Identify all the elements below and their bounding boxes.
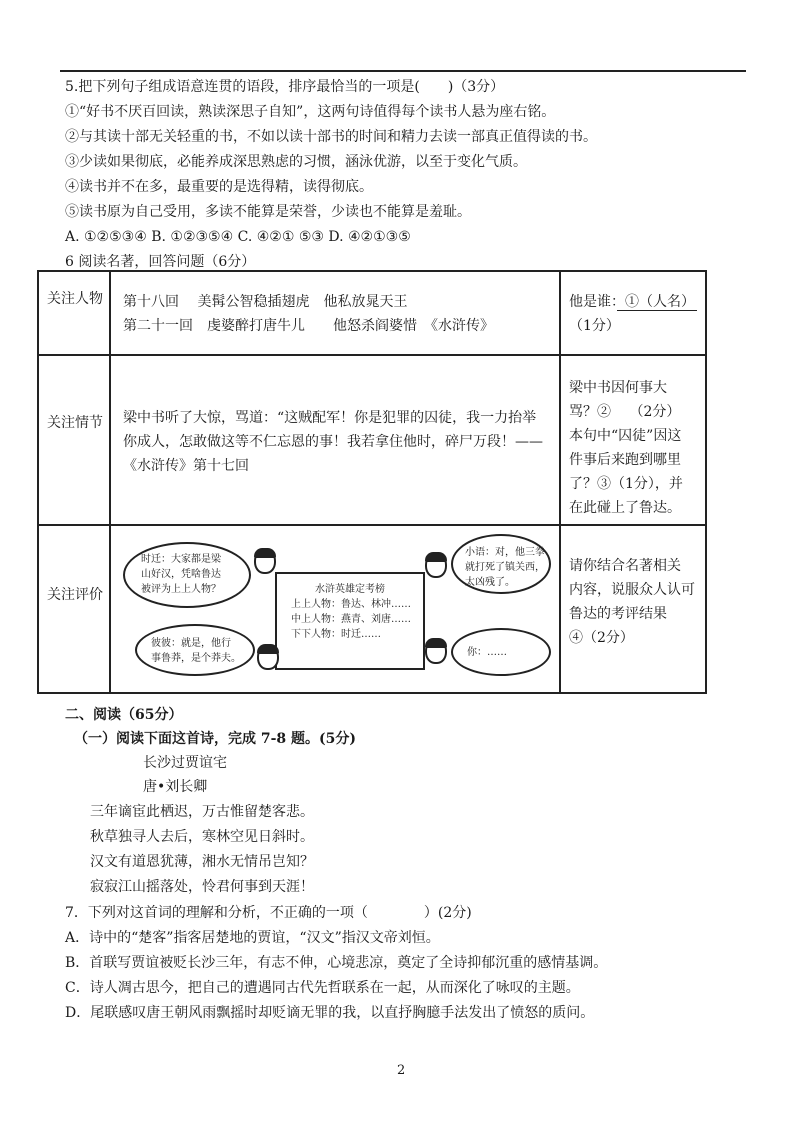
row-label-plot: 关注情节 <box>47 415 103 431</box>
evaluation-ask-4: ④（2分） <box>569 630 634 646</box>
page-number: 2 <box>397 1063 406 1078</box>
scroll-rank-low: 下下人物：时迁…… <box>291 629 381 640</box>
plot-quote-source: 《水浒传》第十七回 <box>123 458 249 474</box>
who-question: 他是谁：①（人名） <box>569 294 695 310</box>
q5-sentence-4: ④读书并不在多，最重要的是选得精，读得彻底。 <box>65 179 373 195</box>
chapter-18-line: 第十八回 美髯公智稳插翅虎 他私放晁天王 <box>123 294 408 310</box>
q7-stem: 7．下列对这首词的理解和分析，不正确的一项（ ）(2分) <box>65 905 472 921</box>
speech-bubble-you: 你：…… <box>451 628 551 676</box>
poem-line-3: 汉文有道恩犹薄，湘水无情吊岂知？ <box>90 854 314 870</box>
q5-sentence-5: ⑤读书原为自己受用，多读不能算是荣誉，少读也不能算是羞耻。 <box>65 204 471 220</box>
q5-stem: 5.把下列句子组成语意连贯的语段，排序最恰当的一项是( )（3分） <box>65 79 505 95</box>
poem-line-1: 三年谪宦此栖迟，万古惟留楚客悲。 <box>90 804 314 820</box>
q7-option-b: B．首联写贾谊被贬长沙三年，有志不伸，心境悲凉，奠定了全诗抑郁沉重的感情基调。 <box>65 955 608 971</box>
q7-option-c: C．诗人凋古思今，把自己的遭遇同古代先哲联系在一起，从而深化了咏叹的主题。 <box>65 980 580 996</box>
plot-ask-3: 本句中“囚徒”因这 <box>569 428 682 444</box>
plot-quote-2: 你成人，怎敢做这等不仁忘恩的事！我若拿住他时，碎尸万段！—— <box>123 434 543 450</box>
evaluation-ask-1: 请你结合名著相关 <box>569 558 681 574</box>
speech-bubble-xiaoyu: 小语：对，他三拳 就打死了镇关西， 太凶残了。 <box>451 534 551 594</box>
header-rule <box>60 70 746 72</box>
character-face-xiaoyu <box>425 552 447 578</box>
plot-ask-4: 件事后来跑到哪里 <box>569 452 681 468</box>
plot-ask-1: 梁中书因何事大 <box>569 380 667 396</box>
character-face-bibi <box>257 644 279 670</box>
speech-bubble-shiqian: 时迁：大家都是梁 山好汉，凭啥鲁达 被评为上上人物？ <box>123 542 251 608</box>
row-label-evaluation: 关注评价 <box>47 587 103 603</box>
q5-sentence-1: ①“好书不厌百回读，熟读深思子自知”，这两句诗值得每个读书人悬为座右铭。 <box>65 104 556 120</box>
subsection-title: （一）阅读下面这首诗，完成 7-8 题。(5分) <box>74 731 357 747</box>
scroll-title: 水浒英雄定考榜 <box>315 584 385 595</box>
poem-line-4: 寂寂江山摇落处，怜君何事到天涯！ <box>90 879 314 895</box>
row-label-characters: 关注人物 <box>47 291 103 307</box>
poem-line-2: 秋草独寻人去后，寒林空见日斜时。 <box>90 829 314 845</box>
plot-ask-2: 骂？② （2分） <box>569 404 681 420</box>
q5-sentence-2: ②与其读十部无关轻重的书，不如以读十部书的时间和精力去读一部真正值得读的书。 <box>65 129 597 145</box>
plot-ask-5: 了？③（1分），并 <box>569 476 683 492</box>
poem-author: 唐•刘长卿 <box>143 779 208 795</box>
q6-stem: 6 阅读名著，回答问题（6分） <box>65 254 256 270</box>
hero-ranking-scroll <box>275 572 425 670</box>
q7-option-a: A．诗中的“楚客”指客居楚地的贾谊，“汉文”指汉文帝刘恒。 <box>65 930 440 946</box>
evaluation-ask-3: 鲁达的考评结果 <box>569 606 667 622</box>
q6-table <box>37 270 707 694</box>
plot-quote-1: 梁中书听了大惊，骂道：“这贼配军！你是犯罪的囚徒，我一力抬举 <box>123 410 537 426</box>
character-face-you <box>425 638 447 664</box>
chapter-21-line: 第二十一回 虔婆醉打唐牛儿 他怒杀阎婆惜 《水浒传》 <box>123 318 494 334</box>
q5-sentence-3: ③少读如果彻底，必能养成深思熟虑的习惯，涵泳优游，以至于变化气质。 <box>65 154 527 170</box>
q7-option-d: D．尾联感叹唐王朝风雨飘摇时却贬谪无罪的我，以直抒胸臆手法发出了愤怒的质问。 <box>65 1005 595 1021</box>
section-title: 二、阅读（65分） <box>65 707 183 723</box>
q5-options: A. ①②⑤③④ B. ①②③⑤④ C. ④②① ⑤③ D. ④②①③⑤ <box>65 229 411 245</box>
scroll-rank-top: 上上人物：鲁达、林冲…… <box>291 599 411 610</box>
evaluation-ask-2: 内容，说服众人认可 <box>569 582 695 598</box>
scroll-rank-mid: 中上人物：燕青、刘唐…… <box>291 614 411 625</box>
answer-blank-1[interactable] <box>617 310 697 311</box>
speech-bubble-bibi: 彼彼：就是，他行 事鲁莽，是个莽夫。 <box>135 624 255 676</box>
who-score: （1分） <box>569 318 620 334</box>
plot-ask-6: 在此碰上了鲁达。 <box>569 500 681 516</box>
character-face-shiqian <box>254 548 276 574</box>
poem-title: 长沙过贾谊宅 <box>143 755 227 771</box>
